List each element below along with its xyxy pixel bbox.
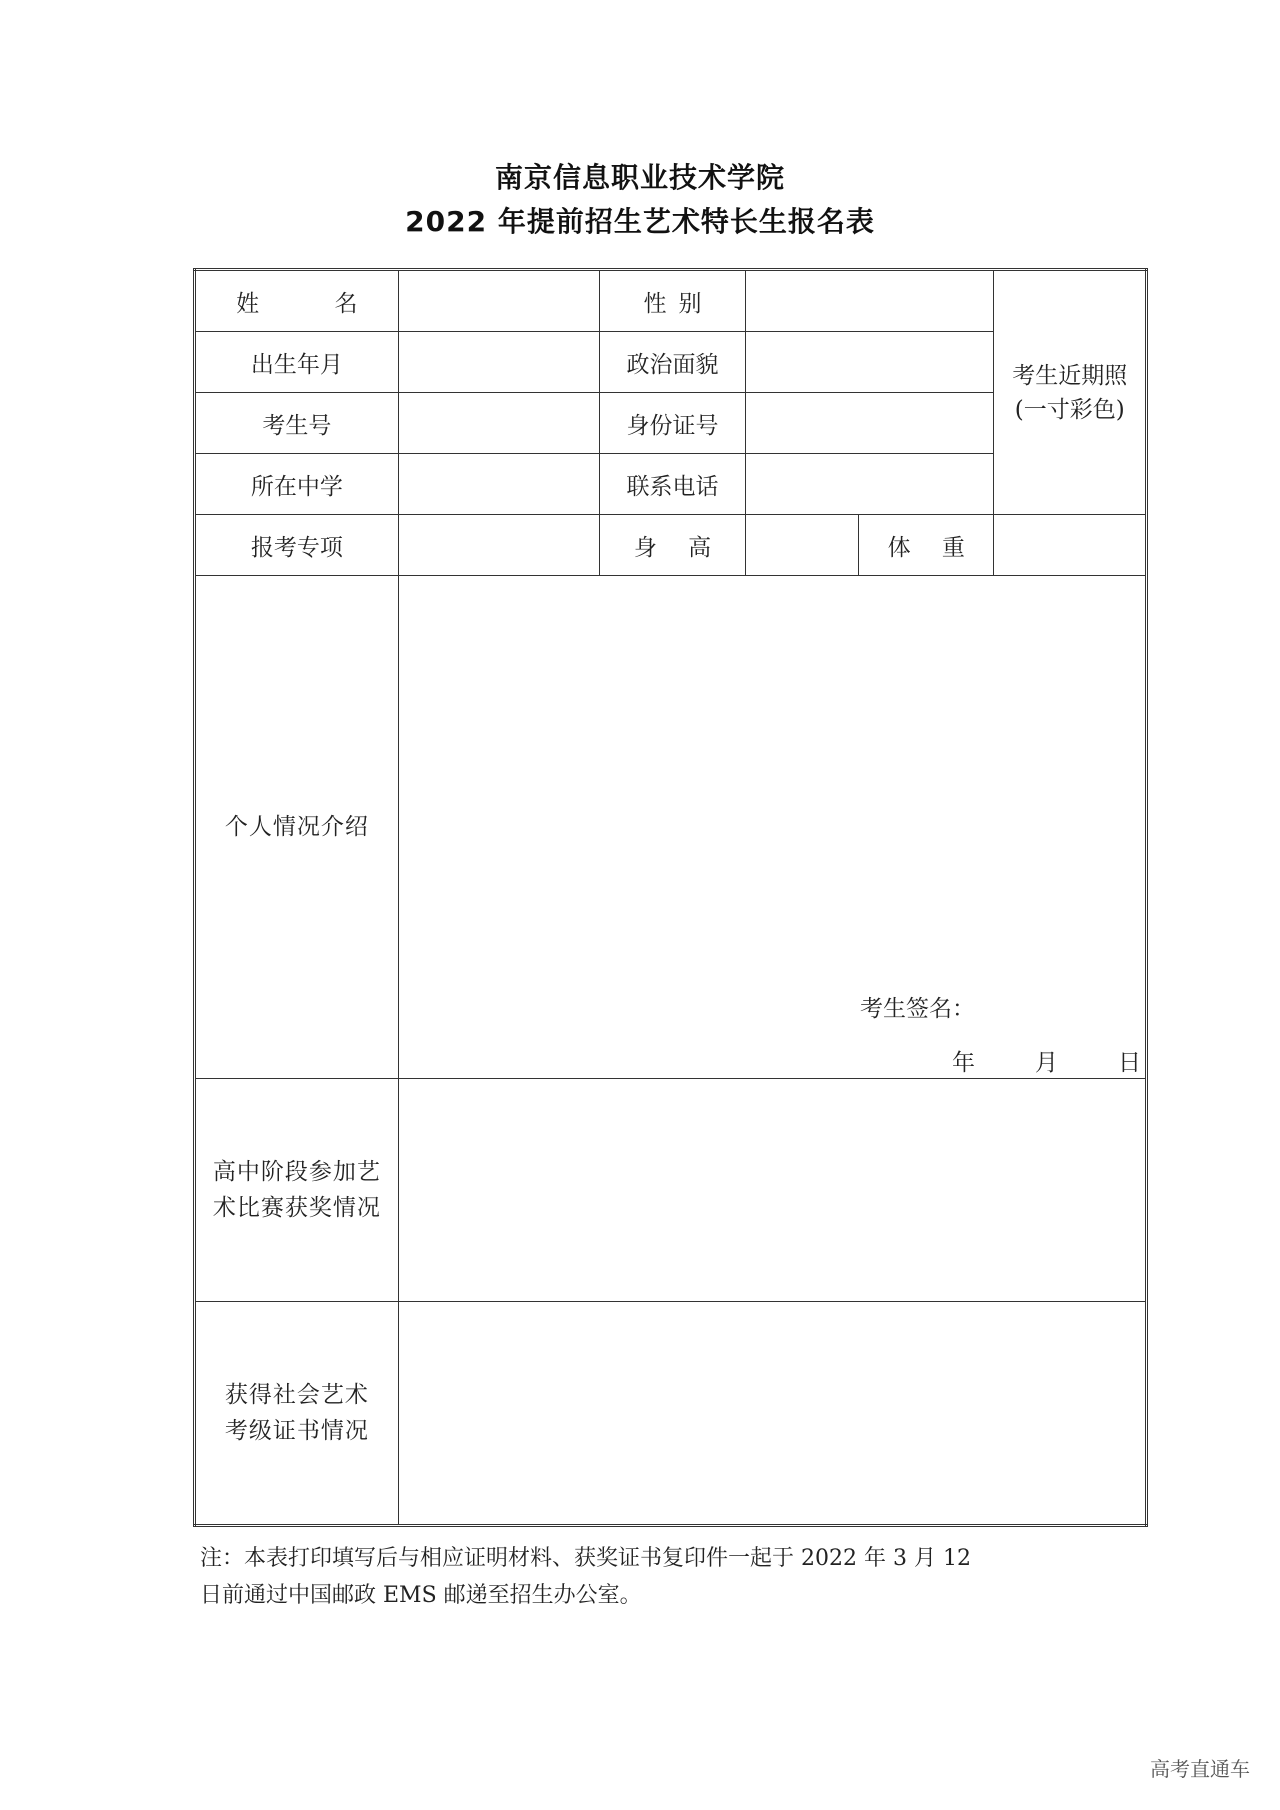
form-title-name: 2022 年提前招生艺术特长生报名表	[405, 205, 875, 238]
specialty-field[interactable]	[398, 515, 600, 576]
form-title-school: 南京信息职业技术学院	[494, 161, 785, 194]
id-no-label: 身份证号	[600, 393, 745, 454]
id-no-field[interactable]	[745, 393, 994, 454]
exam-no-label: 考生号	[195, 393, 399, 454]
awards-label: 高中阶段参加艺 术比赛获奖情况	[195, 1079, 399, 1302]
phone-field[interactable]	[745, 454, 994, 515]
name-label: 姓 名	[195, 270, 399, 332]
intro-field[interactable]	[398, 576, 1146, 1079]
date-month: 月	[1035, 1050, 1058, 1076]
photo-size-label: (一寸彩色)	[1014, 396, 1125, 423]
signature-date	[952, 1044, 1141, 1077]
certs-label: 获得社会艺术 考级证书情况	[195, 1302, 399, 1526]
height-label: 身 高	[600, 515, 745, 576]
weight-label: 体 重	[859, 515, 994, 576]
date-year: 年	[952, 1050, 975, 1076]
name-field[interactable]	[398, 270, 600, 332]
political-field[interactable]	[745, 332, 994, 393]
specialty-label: 报考专项	[195, 515, 399, 576]
date-day: 日	[1118, 1050, 1141, 1076]
phone-label: 联系电话	[600, 454, 745, 515]
political-label: 政治面貌	[600, 332, 745, 393]
gender-label: 性别	[600, 270, 745, 332]
intro-label: 个人情况介绍	[195, 576, 399, 1079]
awards-field[interactable]	[398, 1079, 1146, 1302]
registration-form-table	[193, 268, 1148, 1527]
school-label: 所在中学	[195, 454, 399, 515]
form-note	[200, 1540, 1100, 1614]
photo-box[interactable]	[994, 270, 1147, 515]
note-line-2: 日前通过中国邮政 EMS 邮递至招生办公室。	[200, 1583, 642, 1608]
certs-field[interactable]	[398, 1302, 1146, 1526]
school-field[interactable]	[398, 454, 600, 515]
watermark: 高考直通车	[1150, 1757, 1250, 1781]
photo-label: 考生近期照	[1012, 362, 1128, 389]
birth-field[interactable]	[398, 332, 600, 393]
exam-no-field[interactable]	[398, 393, 600, 454]
gender-field[interactable]	[745, 270, 994, 332]
birth-label: 出生年月	[195, 332, 399, 393]
signature-label: 考生签名：	[860, 996, 975, 1022]
height-field[interactable]	[745, 515, 858, 576]
note-line-1: 注：本表打印填写后与相应证明材料、获奖证书复印件一起于 2022 年 3 月 12	[200, 1546, 971, 1571]
weight-field[interactable]	[994, 515, 1147, 576]
